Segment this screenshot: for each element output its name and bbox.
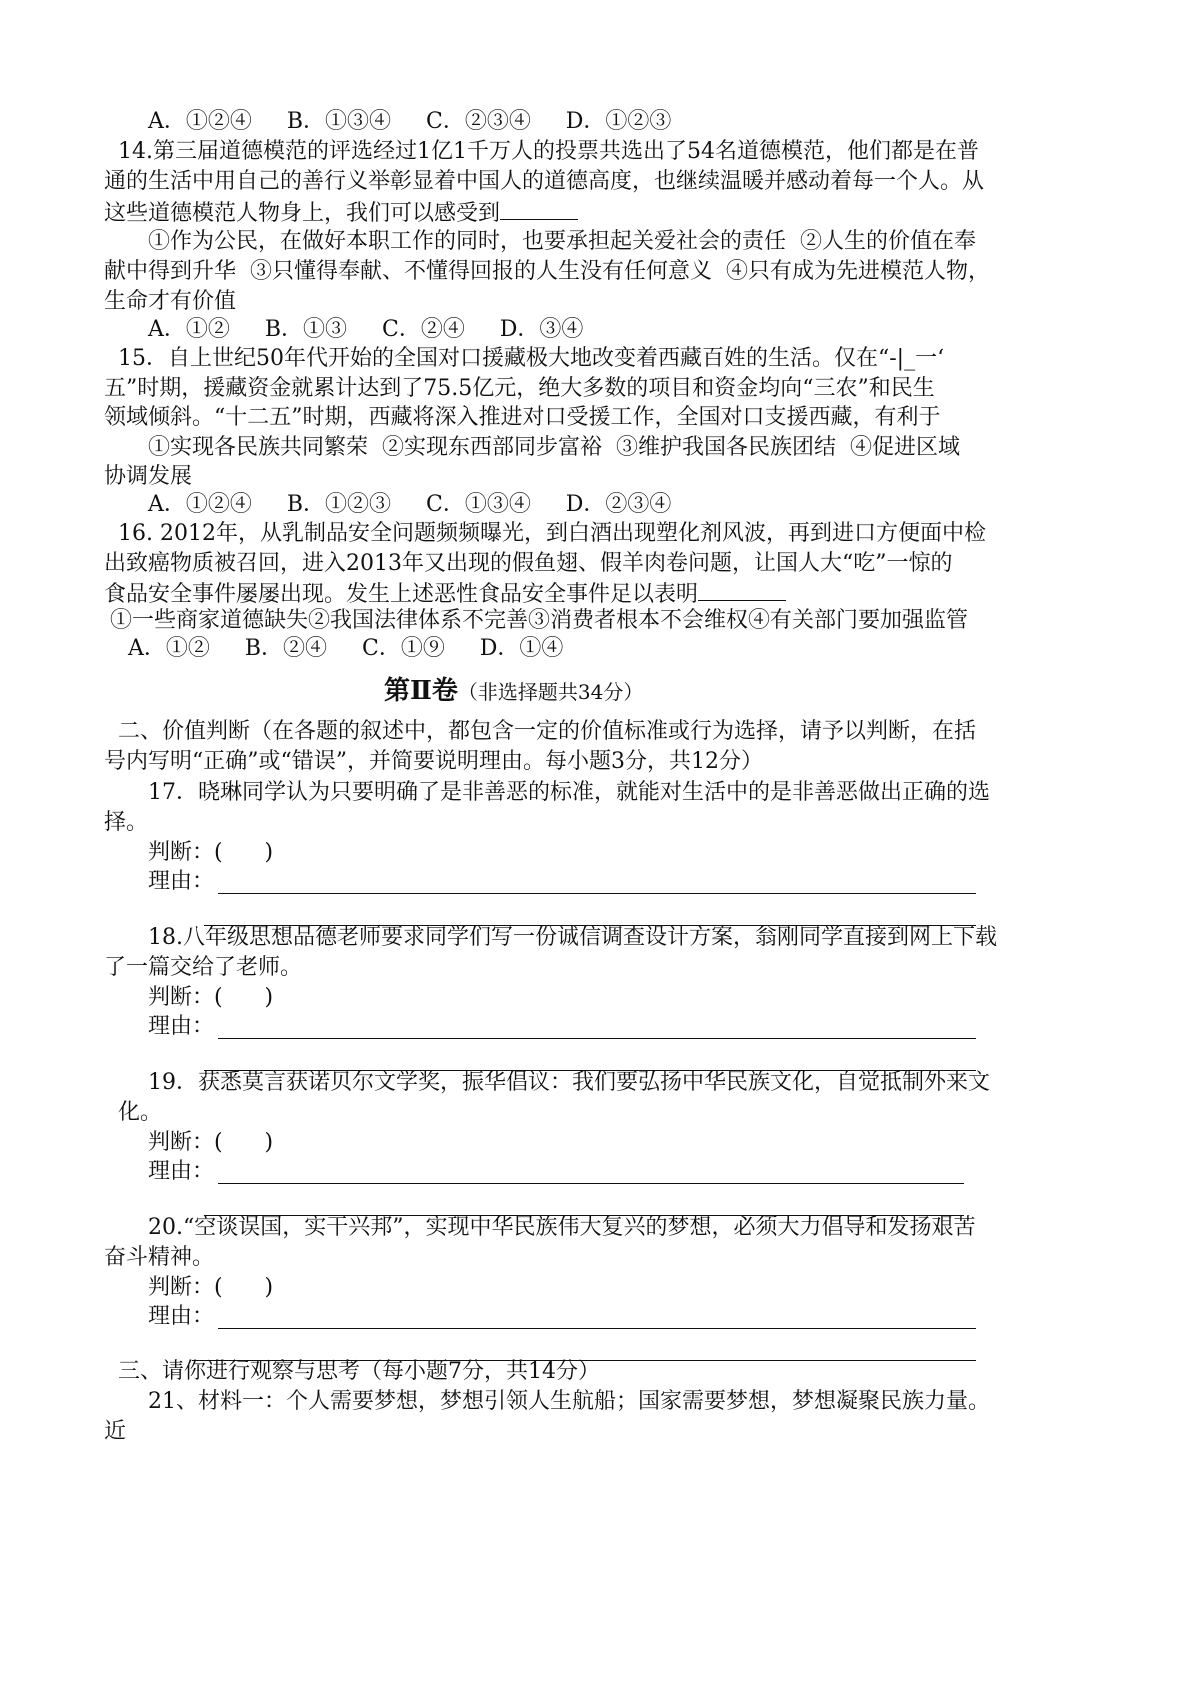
- q20-reason-label: 理由：: [148, 1304, 215, 1329]
- q15-stem-line1: 15．自上世纪50年代开始的全国对口援藏极大地改变着西藏百姓的生活。仅在“-|_一‘: [118, 346, 945, 371]
- q17-reason-line1[interactable]: [218, 893, 976, 894]
- q15-options: A．①②④ B．①②③ C．①③④ D．②③④: [148, 492, 672, 517]
- q14-options: A．①② B．①③ C．②④ D．③④: [148, 317, 584, 342]
- q16-items-line1: ①一些商家道德缺失②我国法律体系不完善③消费者根本不会维权④有关部门要加强监管: [110, 608, 969, 633]
- part2-title: 第Ⅱ卷: [384, 676, 458, 706]
- q14-stem-line2: 通的生活中用自己的善行义举彰显着中国人的道德高度，也继续温暖并感动着每一个人。从: [104, 169, 985, 194]
- q20-judge-field[interactable]: 判断：( ): [148, 1275, 274, 1300]
- q14-stem-line1: 14.第三届道德模范的评选经过1亿1千万人的投票共选出了54名道德模范，他们都是在普: [118, 139, 979, 164]
- section2-instructions-line2: 号内写明“正确”或“错误”，并简要说明理由。每小题3分，共12分）: [104, 749, 763, 774]
- q14-items-line3: 生命才有价值: [104, 289, 237, 314]
- q19-judge-field[interactable]: 判断：( ): [148, 1130, 274, 1155]
- q21-line2: 近: [104, 1419, 127, 1444]
- q14-answer-blank[interactable]: [500, 197, 578, 220]
- q15-stem-line3: 领域倾斜。“十二五”时期，西藏将深入推进对口受援工作，全国对口支援西藏，有利于: [104, 405, 941, 430]
- q14-items-line1: ①作为公民，在做好本职工作的同时，也要承担起关爱社会的责任 ②人生的价值在奉: [148, 229, 976, 254]
- q16-stem-text: 食品安全事件屡屡出现。发生上述恶性食品安全事件足以表明: [104, 582, 699, 607]
- q15-items-line1: ①实现各民族共同繁荣 ②实现东西部同步富裕 ③维护我国各民族团结 ④促进区域: [148, 435, 960, 460]
- q18-judge-field[interactable]: 判断：( ): [148, 985, 274, 1010]
- q20-line2: 奋斗精神。: [104, 1245, 215, 1270]
- q14-stem-text: 这些道德模范人物身上，我们可以感受到: [104, 201, 501, 226]
- q17-judge-field[interactable]: 判断：( ): [148, 840, 274, 865]
- part2-heading: [384, 674, 643, 709]
- q19-line2: 化。: [118, 1100, 163, 1125]
- q14-stem-line3: [104, 197, 578, 229]
- q17-reason-label: 理由：: [148, 869, 215, 894]
- q16-stem-line2: 出致癌物质被召回，进入2013年又出现的假鱼翅、假羊肉卷问题，让国人大“吃”一惊的: [104, 551, 953, 576]
- q21-line1: 21、材料一：个人需要梦想，梦想引领人生航船；国家需要梦想，梦想凝聚民族力量。: [148, 1389, 990, 1414]
- q16-stem-line1: 16. 2012年，从乳制品安全问题频频曝光，到白酒出现塑化剂风波，再到进口方便面中检: [118, 521, 986, 546]
- q16-answer-blank[interactable]: [698, 578, 786, 601]
- q19-reason-line1[interactable]: [218, 1183, 964, 1184]
- q18-line2: 了一篇交给了老师。: [104, 955, 303, 980]
- q17-line1: 17．晓琳同学认为只要明确了是非善恶的标准，就能对生活中的是非善恶做出正确的选: [148, 780, 990, 805]
- q18-reason-line1[interactable]: [218, 1038, 976, 1039]
- q19-line1: 19．获悉莫言获诺贝尔文学奖，振华倡议：我们要弘扬中华民族文化，自觉抵制外来文: [148, 1070, 990, 1095]
- q16-options: A．①② B．②④ C．①⑨ D．①④: [128, 636, 564, 661]
- q20-reason-line1[interactable]: [218, 1328, 976, 1329]
- part2-subtitle: （非选择题共34分）: [457, 680, 644, 704]
- q18-reason-label: 理由：: [148, 1014, 215, 1039]
- q18-line1: 18.八年级思想品德老师要求同学们写一份诚信调查设计方案，翁刚同学直接到网上下载: [148, 925, 997, 950]
- section2-instructions-line1: 二、价值判断（在各题的叙述中，都包含一定的价值标准或行为选择，请予以判断，在括: [118, 719, 977, 744]
- q15-items-line2: 协调发展: [104, 464, 193, 489]
- section3-heading: 三、请你进行观察与思考（每小题7分，共14分）: [118, 1359, 600, 1384]
- q15-stem-line2: 五”时期，援藏资金就累计达到了75.5亿元，绝大多数的项目和资金均向“三农”和民生: [104, 376, 935, 401]
- q20-line1: 20.“空谈误国，实干兴邦”，实现中华民族伟大复兴的梦想，必须大力倡导和发扬艰苦: [148, 1215, 976, 1240]
- q14-items-line2: 献中得到升华 ③只懂得奉献、不懂得回报的人生没有任何意义 ④只有成为先进模范人物，: [104, 259, 990, 284]
- q17-line2: 择。: [104, 810, 149, 835]
- q19-reason-label: 理由：: [148, 1159, 215, 1184]
- q13-options: A．①②④ B．①③④ C．②③④ D．①②③: [148, 109, 672, 134]
